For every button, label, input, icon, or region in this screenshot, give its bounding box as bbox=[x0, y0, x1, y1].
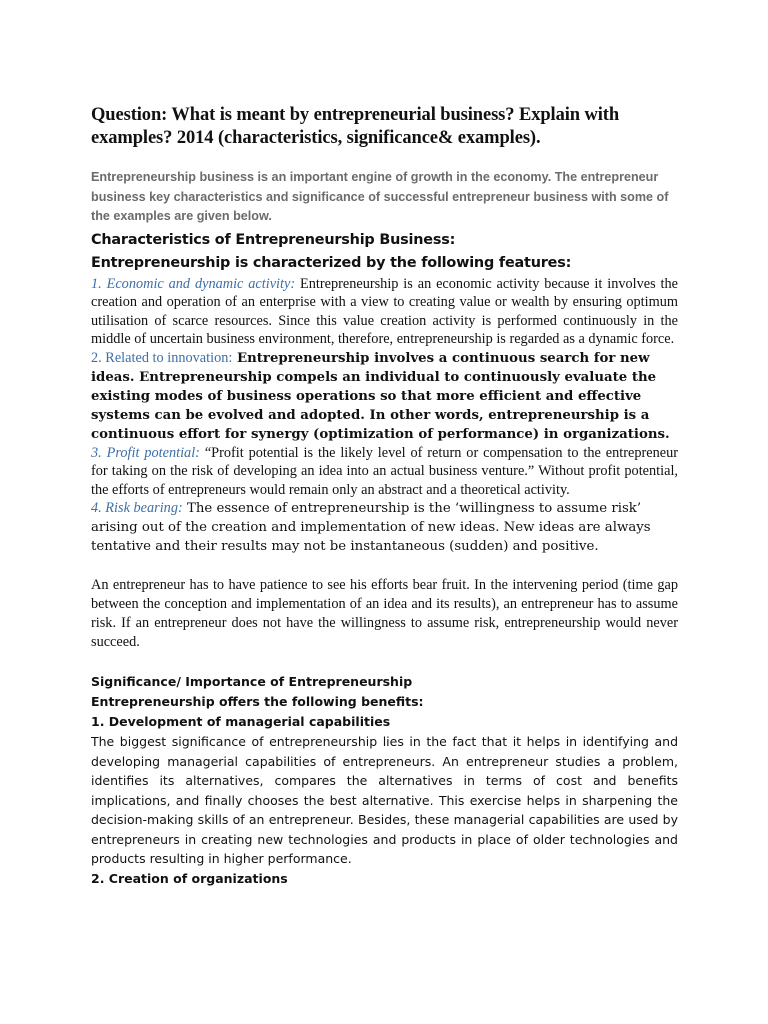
section-subheading-features: Entrepreneurship is characterized by the following features: bbox=[91, 254, 572, 271]
spacer bbox=[91, 652, 678, 672]
feature-item-profit bbox=[91, 444, 678, 500]
feature-text: “Profit potential is the likely level of return or compensation to the entrepreneur for taking on the risk of developing an idea into an actual business venture.” Without profit potential, the efforts of entrepreneurs would remain only an abstract and a theoretical activity. bbox=[91, 444, 678, 498]
question-title: Question: What is meant by entrepreneurial business? Explain with examples? 2014 (characteristics, significance& examples). bbox=[91, 105, 620, 148]
feature-item-innovation bbox=[91, 349, 678, 444]
feature-text: The essence of entrepreneurship is the ‘willingness to assume risk’ arising out of the creation and implementation of new ideas. New ideas are always tentative and their results may not be instantaneous (sudden) and positive. bbox=[91, 501, 651, 554]
patience-paragraph: An entrepreneur has to have patience to see his efforts bear fruit. In the intervening period (time gap between the conception and implementation of an idea and its results), an entrepreneur has to assume risk. If an entrepreneur does not have the willingness to assume risk, entrepreneurship would never succeed. bbox=[91, 577, 678, 650]
feature-text: Entrepreneurship involves a continuous search for new ideas. Entrepreneurship compels an individual to continuously evaluate the existing modes of business operations so that more efficient and effective systems can be evolved and adopted. In other words, entrepreneurship is a continuous effort for synergy (optimization of performance) in organizations. bbox=[91, 350, 670, 442]
significance-point-2-title: 2. Creation of organizations bbox=[91, 870, 288, 886]
intro-paragraph: Entrepreneurship business is an important engine of growth in the economy. The entrepreneur business key characteristics and significance of successful entrepreneur business with some of the examples are given below. bbox=[91, 170, 669, 223]
feature-label: 3. Profit potential: bbox=[91, 444, 200, 461]
feature-item-risk bbox=[91, 499, 678, 556]
feature-label: 2. Related to innovation: bbox=[91, 349, 233, 366]
significance-subtitle: Entrepreneurship offers the following benefits: bbox=[91, 694, 424, 709]
significance-point-1-title: 1. Development of managerial capabilities bbox=[91, 714, 391, 729]
section-heading-characteristics: Characteristics of Entrepreneurship Business: bbox=[91, 231, 456, 248]
feature-label: 1. Economic and dynamic activity: bbox=[91, 275, 296, 292]
document-page bbox=[91, 104, 678, 889]
feature-text: Entrepreneurship is an economic activity because it involves the creation and operation of an enterprise with a view to creating value or wealth by ensuring optimum utilisation of scarce resources. Since this value creation activity is performed continuously in the middle of uncertain business environment, therefore, entrepreneurship is regarded as a dynamic force. bbox=[91, 275, 679, 347]
significance-point-1-text: The biggest significance of entrepreneurship lies in the fact that it helps in identifying and developing managerial capabilities of entrepreneurs. An entrepreneur studies a problem, identifies its alternatives, compares the alternatives in terms of cost and benefits implications, and finally chooses the best alternative. This exercise helps in sharpening the decision-making skills of an entrepreneur. Besides, these managerial capabilities are used by entrepreneurs in creating new technologies and products in place of older technologies and products resulting in higher performance. bbox=[91, 734, 678, 866]
feature-item-economic bbox=[91, 275, 678, 349]
feature-label: 4. Risk bearing: bbox=[91, 500, 183, 516]
spacer bbox=[91, 556, 678, 576]
significance-title: Significance/ Importance of Entrepreneurship bbox=[91, 674, 413, 689]
